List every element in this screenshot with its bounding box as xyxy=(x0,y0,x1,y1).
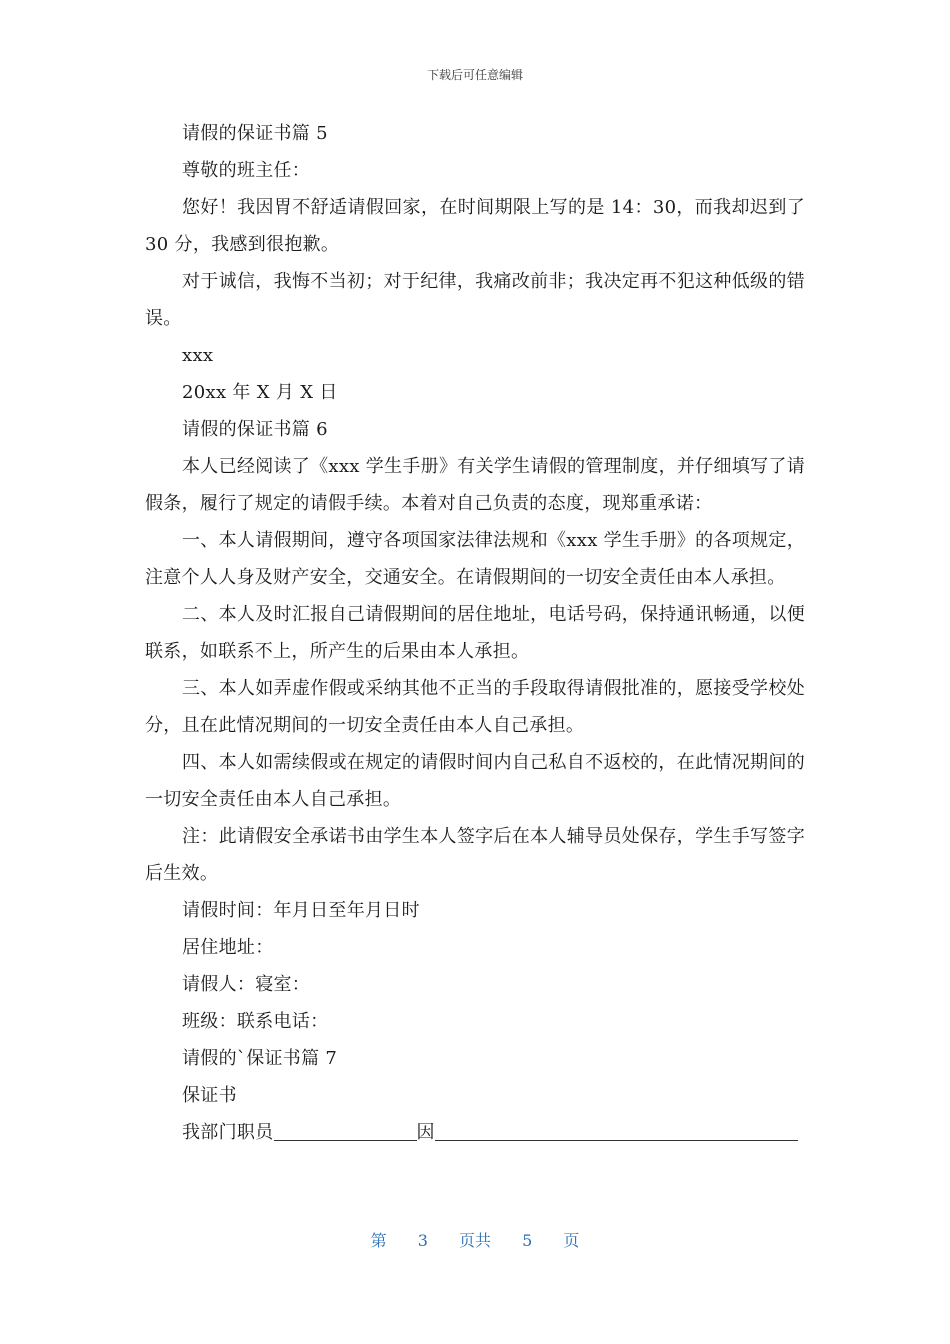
note-paragraph: 注：此请假安全承诺书由学生本人签字后在本人辅导员处保存，学生手写签字后生效。 xyxy=(145,826,805,884)
total-page-number: 5 xyxy=(522,1231,533,1250)
footer-label: 页共 xyxy=(458,1231,491,1250)
footer-label: 页 xyxy=(563,1231,580,1250)
fill-in-label: 因 xyxy=(416,1122,435,1143)
blank-underline xyxy=(435,1122,798,1141)
section-title-7: 请假的`保证书篇 7 xyxy=(182,1048,338,1069)
paragraph: 二、本人及时汇报自己请假期间的居住地址，电话号码，保持通讯畅通，以便联系，如联系不上，所产生的后果由本人承担。 xyxy=(145,604,805,662)
fill-in-label: 我部门职员 xyxy=(182,1122,274,1143)
current-page-number: 3 xyxy=(417,1231,428,1250)
footer-label: 第 xyxy=(370,1231,387,1250)
signature-date: 20xx 年 X 月 X 日 xyxy=(182,382,338,403)
paragraph: 三、本人如弄虚作假或采纳其他不正当的手段取得请假批准的，愿接受学校处分，且在此情况期间的一切安全责任由本人自己承担。 xyxy=(145,678,805,736)
form-field-address: 居住地址： xyxy=(182,937,274,958)
paragraph: 本人已经阅读了《xxx 学生手册》有关学生请假的管理制度，并仔细填写了请假条，履行了规定的请假手续。本着对自己负责的态度，现郑重承诺： xyxy=(145,456,805,514)
form-field-leave-time: 请假时间：年月日至年月日时 xyxy=(182,900,420,921)
paragraph: 对于诚信，我悔不当初；对于纪律，我痛改前非；我决定再不犯这种低级的错误。 xyxy=(145,271,805,329)
blank-underline xyxy=(274,1122,417,1141)
salutation: 尊敬的班主任： xyxy=(182,160,311,181)
signature-name: xxx xyxy=(182,345,214,366)
form-field-applicant: 请假人：寝室： xyxy=(182,974,311,995)
paragraph: 四、本人如需续假或在规定的请假时间内自己私自不返校的，在此情况期间的一切安全责任由本人自己承担。 xyxy=(145,752,805,810)
page-header: 下载后可任意编辑 xyxy=(426,68,523,82)
document-body xyxy=(145,115,805,1151)
fill-in-line xyxy=(145,1114,805,1151)
page-footer xyxy=(0,1228,950,1251)
section-title-5: 请假的保证书篇 5 xyxy=(182,123,328,144)
paragraph: 一、本人请假期间，遵守各项国家法律法规和《xxx 学生手册》的各项规定，注意个人人身及财产安全，交通安全。在请假期间的一切安全责任由本人承担。 xyxy=(145,530,805,588)
paragraph: 您好！我因胃不舒适请假回家，在时间期限上写的是 14：30，而我却迟到了 30 分，我感到很抱歉。 xyxy=(145,197,805,255)
section-title-6: 请假的保证书篇 6 xyxy=(182,419,328,440)
doc-title: 保证书 xyxy=(182,1085,237,1106)
form-field-class: 班级：联系电话： xyxy=(182,1011,329,1032)
